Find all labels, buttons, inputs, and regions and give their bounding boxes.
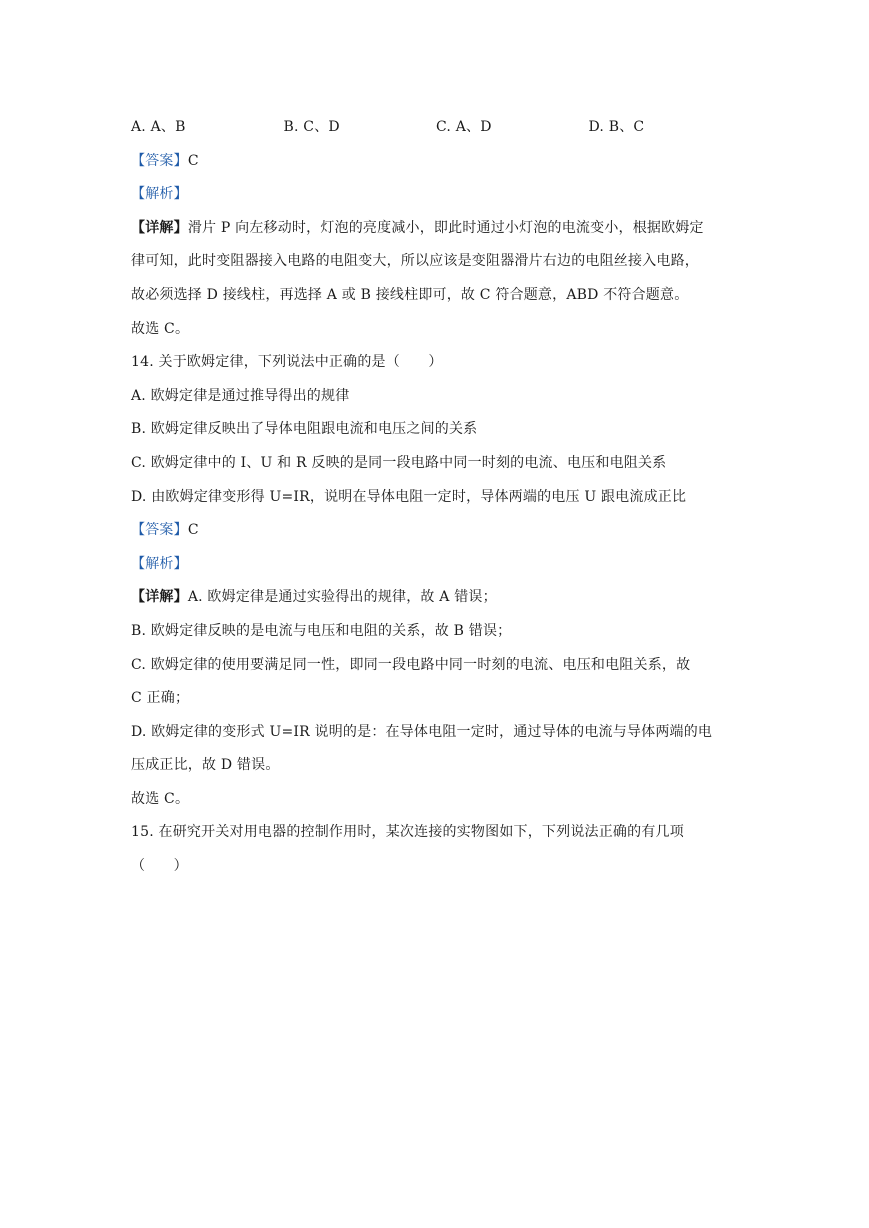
- q14-answer: [131, 514, 741, 548]
- q13-detail-line-1: [131, 212, 741, 246]
- document-page: [131, 111, 741, 884]
- q14-option-d: D. 由欧姆定律变形得 U=IR，说明在导体电阻一定时，导体两端的电压 U 跟电流成正比: [131, 488, 687, 505]
- q13-option-a: A. A、B: [131, 119, 186, 135]
- q15-stem-line-2: （ ）: [131, 858, 188, 875]
- q14-option-c: C. 欧姆定律中的 I、U 和 R 反映的是同一段电路中同一时刻的电流、电压和电阻关系: [131, 454, 667, 471]
- q13-analysis-tag: 【解析】: [131, 186, 188, 203]
- q13-analysis: [131, 178, 741, 212]
- q14-detail-line-6: 压成正比，故 D 错误。: [131, 757, 280, 774]
- q13-answer-tag: 【答案】: [131, 152, 188, 169]
- q13-detail-text-1: 滑片 P 向左移动时，灯泡的亮度减小，即此时通过小灯泡的电流变小，根据欧姆定: [187, 219, 704, 236]
- q14-analysis-tag: 【解析】: [131, 555, 188, 572]
- q15-stem-line-1: 15. 在研究开关对用电器的控制作用时，某次连接的实物图如下，下列说法正确的有几项: [131, 824, 684, 841]
- q13-option-d: D. B、C: [588, 119, 645, 135]
- q14-detail-tag: 【详解】: [131, 589, 188, 606]
- q13-conclusion: 故选 C。: [131, 320, 190, 337]
- q13-answer: [131, 145, 741, 179]
- q14-answer-value: C: [187, 522, 199, 539]
- q14-analysis: [131, 548, 741, 582]
- q14-detail-line-5: D. 欧姆定律的变形式 U=IR 说明的是：在导体电阻一定时，通过导体的电流与导体两端的电: [131, 723, 713, 740]
- q13-detail-tag: 【详解】: [131, 219, 188, 236]
- q13-option-c: C. A、D: [436, 119, 492, 135]
- q13-answer-value: C: [187, 152, 199, 169]
- q14-detail-line-3: C. 欧姆定律的使用要满足同一性，即同一段电路中同一时刻的电流、电压和电阻关系，故: [131, 656, 691, 673]
- q14-detail-line-4: C 正确；: [131, 690, 190, 707]
- q14-detail-text-1: A. 欧姆定律是通过实验得出的规律，故 A 错误；: [187, 589, 497, 606]
- q14-conclusion: 故选 C。: [131, 790, 190, 807]
- q14-option-b: B. 欧姆定律反映出了导体电阻跟电流和电压之间的关系: [131, 421, 478, 438]
- q14-answer-tag: 【答案】: [131, 522, 188, 539]
- q14-detail-line-1: [131, 581, 741, 615]
- q14-stem: 14. 关于欧姆定律，下列说法中正确的是（ ）: [131, 354, 443, 371]
- q14-detail-line-2: B. 欧姆定律反映的是电流与电压和电阻的关系，故 B 错误；: [131, 622, 512, 639]
- q14-option-a: A. 欧姆定律是通过推导得出的规律: [131, 387, 350, 404]
- q13-detail-line-3: 故必须选择 D 接线柱，再选择 A 或 B 接线柱即可，故 C 符合题意，ABD 不符合题意。: [131, 286, 689, 303]
- q13-options: [131, 111, 741, 145]
- q13-option-b: B. C、D: [283, 119, 340, 135]
- q13-detail-line-2: 律可知，此时变阻器接入电路的电阻变大，所以应该是变阻器滑片右边的电阻丝接入电路，: [131, 253, 699, 270]
